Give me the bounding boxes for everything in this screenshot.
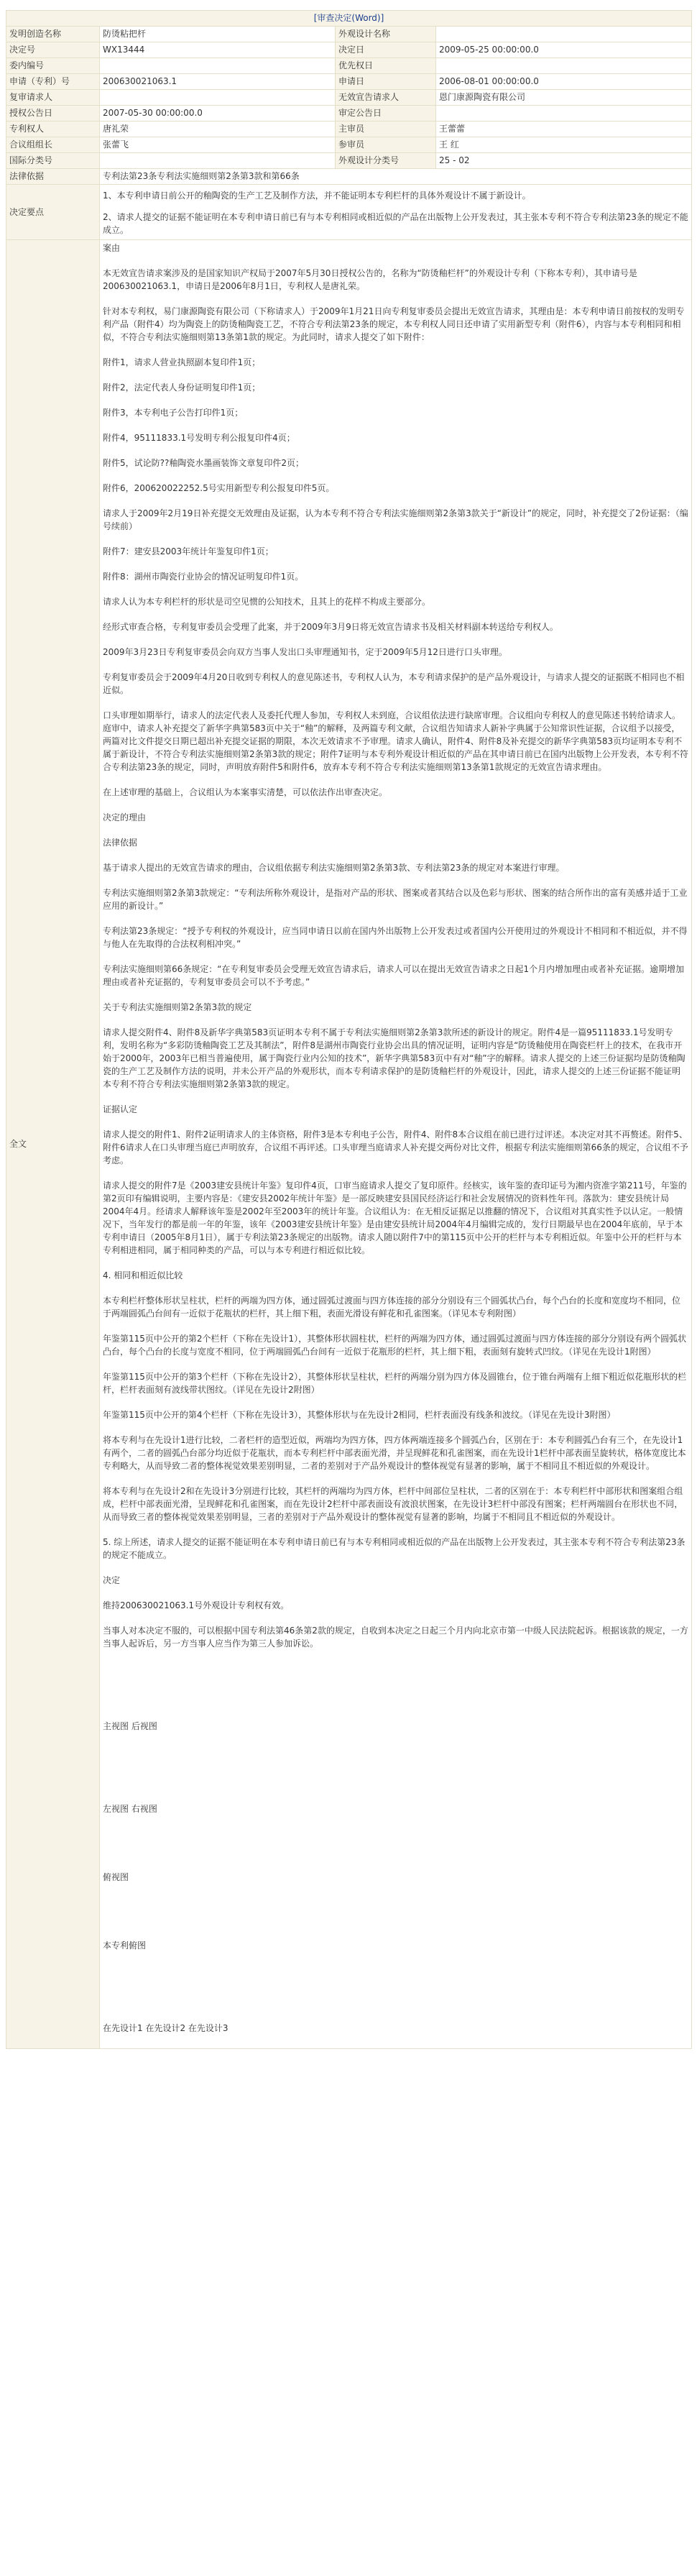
field-label: 主审员 — [336, 122, 436, 137]
fulltext-paragraph: 请求人于2009年2月19日补充提交无效理由及证据，认为本专利不符合专利法实施细则第2条第3款关于“新设计”的规定，同时，补充提交了2份证据：（编号续前） — [103, 508, 688, 531]
decision-points-label: 决定要点 — [6, 185, 100, 240]
field-value: 2006-08-01 00:00:00.0 — [436, 74, 692, 90]
metadata-row — [6, 137, 692, 153]
field-label: 无效宣告请求人 — [336, 90, 436, 106]
field-value: 王蕾蕾 — [436, 122, 692, 137]
figure-placeholder — [103, 1896, 688, 1939]
field-label: 委内编号 — [6, 58, 100, 74]
fulltext-paragraph: 专利法实施细则第66条规定：“在专利复审委员会受理无效宣告请求后，请求人可以在提出无效宣告请求之日起1个月内增加理由或者补充证据。逾期增加理由或者补充证据的，专利复审委员会可以不予考虑。” — [103, 964, 685, 987]
fulltext-paragraph: 左视图 右视图 — [103, 1804, 157, 1814]
fulltext-row — [6, 240, 692, 2049]
fulltext-paragraph: 俯视图 — [103, 1872, 129, 1882]
figure-placeholder — [103, 1745, 688, 1802]
fulltext-paragraph: 附件1，请求人营业执照副本复印件1页； — [103, 357, 261, 367]
decision-table — [6, 10, 692, 2049]
fulltext-paragraph: 年鉴第115页中公开的第4个栏杆（下称在先设计3），其整体形状与在先设计2相同，栏杆表面没有线条和波纹。（详见在先设计3附图） — [103, 1410, 616, 1420]
metadata-row — [6, 122, 692, 137]
fulltext-paragraph: 决定的理由 — [103, 812, 147, 822]
fulltext-paragraph: 年鉴第115页中公开的第2个栏杆（下称在先设计1），其整体形状圆柱状，栏杆的两端为四方体，通过圆弧过渡面与四方体连接的部分分别设有两个圆弧状凸台，每个凸台的长度与宽度不相同，位于两端圆弧凸台间有一近似于花瓶形的栏杆，其上细下粗，表面刻有旋转式凹纹。（详见在先设计1附图） — [103, 1334, 687, 1357]
fulltext-paragraph: 本专利俯图 — [103, 1940, 147, 1951]
metadata-row — [6, 90, 692, 106]
law-basis-row — [6, 169, 692, 185]
fulltext-paragraph: 决定 — [103, 1575, 121, 1585]
field-label: 外观设计名称 — [336, 27, 436, 42]
fulltext-paragraph: 关于专利法实施细则第2条第3款的规定 — [103, 1002, 252, 1012]
fulltext-paragraph: 附件4，95111833.1号发明专利公报复印件4页； — [103, 433, 295, 443]
field-value: WX13444 — [100, 42, 336, 58]
fulltext-paragraph: 法律依据 — [103, 838, 138, 848]
field-value: 2007-05-30 00:00:00.0 — [100, 106, 336, 122]
field-value — [436, 27, 692, 42]
decision-point: 1、本专利申请日前公开的釉陶瓷的生产工艺及制作方法，并不能证明本专利栏杆的具体外观设计不属于新设计。 — [103, 191, 531, 201]
field-value — [436, 58, 692, 74]
fulltext-body — [100, 240, 692, 2049]
law-basis-value: 专利法第23条专利法实施细则第2条第3款和第66条 — [100, 169, 692, 185]
field-label: 决定日 — [336, 42, 436, 58]
fulltext-paragraph: 请求人认为本专利栏杆的形状是司空见惯的公知技术，且其上的花样不构成主要部分。 — [103, 597, 431, 607]
fulltext-paragraph: 请求人提交的附件1、附件2证明请求人的主体资格，附件3是本专利电子公告，附件4、附件8本合议组在前已进行过评述。本决定对其不再赘述。附件5、附件6请求人在口头审理当庭已声明放弃，合议组不再评述。口头审理当庭请求人补充提交两份对比文件，根据专利法实施细则第66条的规定，合议组不予考虑。 — [103, 1129, 688, 1165]
fulltext-paragraph: 维持200630021063.1号外观设计专利权有效。 — [103, 1600, 290, 1610]
field-label: 审定公告日 — [336, 106, 436, 122]
field-value: 25 - 02 — [436, 153, 692, 169]
fulltext-paragraph: 经形式审查合格，专利复审委员会受理了此案，并于2009年3月9日将无效宣告请求书及相关材料副本转送给专利权人。 — [103, 622, 558, 632]
field-label: 授权公告日 — [6, 106, 100, 122]
fulltext-paragraph: 将本专利与在先设计2和在先设计3分别进行比较，其栏杆的两端均为四方体，栏杆中间部位呈柱状，二者的区别在于：本专利栏杆中部形状和图案组合组成，栏杆中部表面光滑，呈现鲜花和孔雀图案，而在先设计2栏杆中部表面设有波浪状图案，在先设计3栏杆中部没有图案；栏杆两端圆台在形状也不同，从而导致三者的整体视觉效果差别明显，三者的差别对于产品外观设计的整体视觉有显著的影响，均属于不相同且不相近似的外观设计。 — [103, 1486, 683, 1522]
metadata-row — [6, 153, 692, 169]
fulltext-paragraph: 将本专利与在先设计1进行比较，二者栏杆的造型近似，两端均为四方体，四方体两端连接多个圆弧凸台，区别在于：本专利圆弧凸台有三个，在先设计1有两个，二者的圆弧凸台部分均近似于花瓶状，而本专利栏杆中部表面光滑，并呈现鲜花和孔雀图案，而在先设计1栏杆中部表面呈旋转状，格体宽度比本专利略大，从而导致二者的整体视觉效果差别明显，二者的差别对于产品外观设计的整体视觉有显著的影响，属于不相同且不相近似的外观设计。 — [103, 1435, 686, 1471]
fulltext-paragraph: 专利法第23条规定：“授予专利权的外观设计，应当同申请日以前在国内外出版物上公开发表过或者国内公开使用过的外观设计不相同和不相近似，并不得与他人在先取得的合法权利相冲突。” — [103, 926, 688, 949]
field-label: 专利权人 — [6, 122, 100, 137]
fulltext-paragraph: 附件6，200620022252.5号实用新型专利公报复印件5页。 — [103, 483, 335, 493]
fulltext-paragraph: 附件8：湖州市陶瓷行业协会的情况证明复印件1页。 — [103, 572, 304, 582]
metadata-row — [6, 74, 692, 90]
field-label: 申请日 — [336, 74, 436, 90]
field-label: 决定号 — [6, 42, 100, 58]
field-label: 参审员 — [336, 137, 436, 153]
field-label: 申请（专利）号 — [6, 74, 100, 90]
fulltext-paragraph: 附件2，法定代表人身份证明复印件1页； — [103, 382, 261, 393]
field-value: 唐礼荣 — [100, 122, 336, 137]
field-label: 合议组组长 — [6, 137, 100, 153]
fulltext-paragraph: 2009年3月23日专利复审委员会向双方当事人发出口头审理通知书，定于2009年5月12日进行口头审理。 — [103, 647, 507, 657]
metadata-rows — [6, 27, 692, 169]
field-value: 2009-05-25 00:00:00.0 — [436, 42, 692, 58]
field-value: 恩门康源陶瓷有限公司 — [436, 90, 692, 106]
law-basis-label: 法律依据 — [6, 169, 100, 185]
fulltext-paragraph: 证据认定 — [103, 1104, 138, 1114]
field-value: 200630021063.1 — [100, 74, 336, 90]
fulltext-paragraph: 附件7：建安县2003年统计年鉴复印件1页； — [103, 546, 274, 556]
metadata-row — [6, 27, 692, 42]
metadata-row — [6, 58, 692, 74]
fulltext-label: 全文 — [6, 240, 100, 2049]
decision-points-row — [6, 185, 692, 240]
fulltext-paragraph: 本无效宣告请求案涉及的是国家知识产权局于2007年5月30日授权公告的，名称为“防烫釉栏杆”的外观设计专利（下称本专利），其申请号是200630021063.1，申请日是2006年8月1日，专利权人是唐礼荣。 — [103, 268, 637, 291]
fulltext-paragraph: 请求人提交的附件7是《2003建安县统计年鉴》复印件4页，口审当庭请求人提交了复印原件。经核实，该年鉴的查印证号为湘内资准字第211号，年鉴的第2页印有编辑说明，主要内容是：《建安县2002年统计年鉴》是一部反映建安县国民经济运行和社会发展情况的资料性年刊。落款为：建安县统计局2004年4月。经请求人解释该年鉴是2002年至2003年的统计年鉴。合议组认为：在无相反证据足以推翻的情况下，合议组对其真实性予以认定。一般情况下，当年发行的都是前一年的年鉴，该年《2003建安县统计年鉴》是由建安县统计局2004年4月编辑完成的，发行日期最早也在2004年底前，早于本专利申请日（2005年8月1日），属于专利法第23条规定的出版物。请求人随以附件7中的第115页中公开的栏杆与本专利相近似。年鉴中公开的栏杆与本专利相进相同，属于相同种类的产品，可以与本专利进行相近似比较。 — [103, 1181, 687, 1255]
fulltext-paragraph: 在上述审理的基础上，合议组认为本案事实清楚，可以依法作出审查决定。 — [103, 787, 388, 797]
field-label: 优先权日 — [336, 58, 436, 74]
field-value: 张蕾飞 — [100, 137, 336, 153]
field-value: 防烫粘把杆 — [100, 27, 336, 42]
field-label: 国际分类号 — [6, 153, 100, 169]
fulltext-paragraph: 年鉴第115页中公开的第3个栏杆（下称在先设计2），其整体形状呈柱状，栏杆的两端分别为四方体及圆锥台，位于锥台两端有上细下粗近似花瓶形状的栏杆，栏杆表面刻有波线带状图纹。（详见在先设计2附图） — [103, 1372, 687, 1395]
field-value — [100, 153, 336, 169]
fulltext-paragraph: 基于请求人提出的无效宣告请求的理由，合议组依据专利法实施细则第2条第3款、专利法第23条的规定对本案进行审理。 — [103, 863, 565, 873]
fulltext-paragraph: 专利复审委员会于2009年4月20日收到专利权人的意见陈述书，专利权人认为，本专利请求保护的是产品外观设计，与请求人提交的证据既不相同也不相近似。 — [103, 672, 685, 695]
fulltext-paragraph: 附件3，本专利电子公告打印件1页； — [103, 408, 244, 418]
metadata-row — [6, 106, 692, 122]
field-value — [100, 90, 336, 106]
figure-placeholder — [103, 1964, 688, 2022]
fulltext-paragraph: 5. 综上所述，请求人提交的证据不能证明在本专利申请日前已有与本专利相同或相近似的产品在出版物上公开发表过，其主张本专利不符合专利法第23条的规定不能成立。 — [103, 1537, 686, 1560]
document-wrapper — [6, 10, 691, 2049]
figure-placeholder — [103, 1662, 688, 1720]
field-label: 外观设计分类号 — [336, 153, 436, 169]
fulltext-paragraph: 在先设计1 在先设计2 在先设计3 — [103, 2023, 229, 2033]
decision-points-body — [100, 185, 692, 240]
fulltext-paragraph: 本专利栏杆整体形状呈柱状，栏杆的两端为四方体，通过圆弧过渡面与四方体连接的部分分别设有三个圆弧状凸台，每个凸台的长度和宽度均不相同，位于两端圆弧凸台间有一近似于花瓶状的栏杆，其上细下粗，表面光滑设有鲜花和孔雀图案。（详见本专利附图） — [103, 1296, 681, 1319]
fulltext-paragraph: 案由 — [103, 243, 121, 253]
decision-point: 2、请求人提交的证据不能证明在本专利申请日前已有与本专利相同或相近似的产品在出版物上公开发表过，其主张本专利不符合专利法第23条的规定不能成立。 — [103, 212, 688, 235]
fulltext-paragraph: 主视图 后视图 — [103, 1721, 157, 1731]
fulltext-paragraph: 请求人提交附件4、附件8及新华字典第583页证明本专利不属于专利法实施细则第2条第3款所述的新设计的规定。附件4是一篇95111833.1号发明专利，发明名称为“多彩防烫釉陶瓷工艺及其制法”，附件8是湖州市陶瓷行业协会出具的情况证明，证明内容是“防烫釉使用在陶瓷栏杆上的技术，在我市开始于2000年，2003年已相当普遍使用，属于陶瓷行业内公知的技术”，新华字典第583页中有对“釉”字的解释。请求人提交的上述三份证据均是防烫釉陶瓷的生产工艺及制作方法的说明，并未公开产品的外观形状，而本专利请求保护的是防烫釉栏杆的外观设计，因此，请求人提交的上述三份证据不能证明本专利不符合专利法实施细则第2条第3款的规定。 — [103, 1027, 686, 1089]
metadata-row — [6, 42, 692, 58]
figure-placeholder — [103, 1828, 688, 1871]
field-value — [436, 106, 692, 122]
field-label: 发明创造名称 — [6, 27, 100, 42]
fulltext-paragraph: 口头审理如期举行，请求人的法定代表人及委托代理人参加，专利权人未到庭，合议组依法进行缺席审理。合议组向专利权人的意见陈述书转给请求人。庭审中，请求人补充提交了新华字典第583页中关于“釉”的解释，及两篇专利文献，合议组告知请求人新补字典属于公知常识性证据，合议组予以接受，两篇对比文件提交日期已超出补充提交证据的期限，本次无效请求不予审理。请求人确认，附件4、附件8及补充提交的新华字典第583页均证明本专利不属于新设计，不符合专利法实施细则第2条第3款的规定；附件7证明与本专利外观设计相近似的产品在其申请日前已在国内出版物上公开发表，本专利不符合专利法第23条的规定，同时，声明放弃附件5和附件6，放弃本专利不符合专利法实施细则第13条第1款规定的无效宣告请求理由。 — [103, 710, 688, 772]
fulltext-paragraph: 专利法实施细则第2条第3款规定：“专利法所称外观设计，是指对产品的形状、图案或者其结合以及色彩与形状、图案的结合所作出的富有美感并适于工业应用的新设计。” — [103, 888, 688, 911]
table-title — [6, 11, 692, 27]
fulltext-paragraph: 4. 相同和相近似比较 — [103, 1270, 183, 1280]
word-download-link[interactable]: [审查决定(Word)] — [313, 13, 384, 23]
fulltext-paragraph: 附件5，试论防??釉陶瓷水墨画装饰文章复印件2页； — [103, 458, 305, 468]
field-value: 王 红 — [436, 137, 692, 153]
field-value — [100, 58, 336, 74]
fulltext-paragraph: 针对本专利权，易门康源陶瓷有限公司（下称请求人）于2009年1月21日向专利复审委员会提出无效宣告请求，其理由是：本专利申请日前按权的发明专利产品（附件4）均为陶瓷上的防烫釉陶瓷工艺，不符合专利法第23条的规定，本专利权人同日还申请了实用新型专利（附件6），内容与本专利相同和相似，不符合专利法实施细则第13条第1款的规定。为此同时，请求人提交了如下附件： — [103, 306, 685, 342]
field-label: 复审请求人 — [6, 90, 100, 106]
fulltext-paragraph: 当事人对本决定不服的，可以根据中国专利法第46条第2款的规定，自收到本决定之日起三个月内向北京市第一中级人民法院起诉。根据该款的规定，一方当事人起诉后，另一方当事人应当作为第三人参加诉讼。 — [103, 1626, 688, 1649]
